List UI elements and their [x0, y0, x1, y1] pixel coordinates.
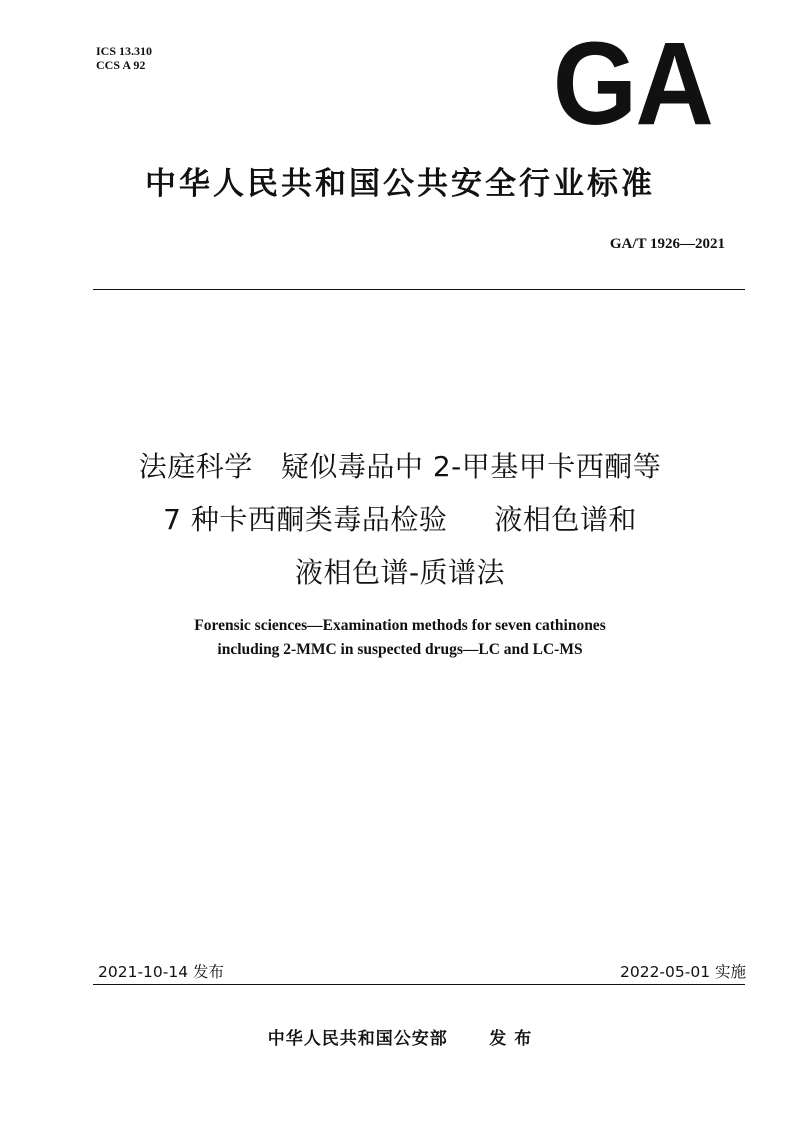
standard-number: GA/T 1926—2021: [609, 236, 725, 252]
ccs-code: CCS A 92: [96, 58, 146, 72]
issuing-authority: 中华人民共和国公安部 发 布: [267, 1029, 533, 1049]
chinese-title: [40, 440, 760, 599]
english-title-line-2: including 2-MMC in suspected drugs—LC and LC-MS: [217, 641, 583, 658]
chinese-title-line-1: 法庭科学 疑似毒品中 2-甲基甲卡西酮等: [138, 450, 662, 483]
chinese-title-line-2: 7 种卡西酮类毒品检验 液相色谱和: [163, 503, 637, 536]
issue-date: 2021-10-14 发布: [98, 963, 225, 981]
classification-codes: [96, 44, 152, 72]
chinese-title-line-3: 液相色谱-质谱法: [294, 556, 506, 589]
ga-logo: GA: [552, 18, 712, 150]
english-title: [40, 614, 760, 662]
bottom-divider: [93, 984, 745, 985]
english-title-line-1: Forensic sciences—Examination methods for seven cathinones: [194, 617, 606, 634]
implementation-date: 2022-05-01 实施: [619, 963, 746, 981]
ics-code: ICS 13.310: [96, 44, 153, 58]
standard-category-title: 中华人民共和国公共安全行业标准: [145, 166, 655, 202]
top-divider: [93, 289, 745, 290]
